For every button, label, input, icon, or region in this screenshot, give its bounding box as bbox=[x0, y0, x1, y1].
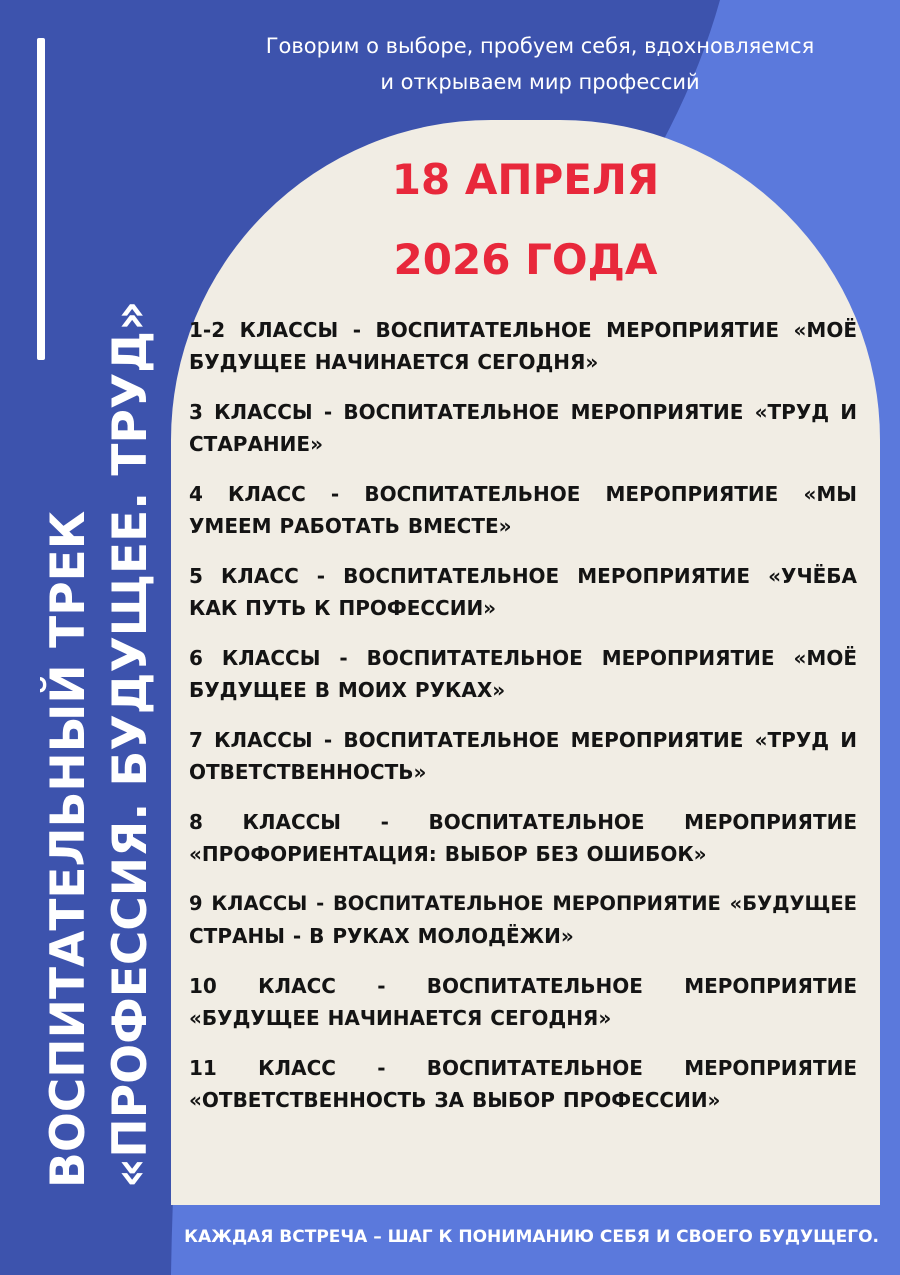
event-line2: «БУДУЩЕЕ НАЧИНАЕТСЯ СЕГОДНЯ» bbox=[189, 1006, 612, 1030]
event-line2: «ПРОФОРИЕНТАЦИЯ: ВЫБОР БЕЗ ОШИБОК» bbox=[189, 842, 707, 866]
event-line1: 4 КЛАСС - ВОСПИТАТЕЛЬНОЕ МЕРОПРИЯТИЕ «МЫ bbox=[189, 482, 857, 506]
event-line1: 8 КЛАССЫ - ВОСПИТАТЕЛЬНОЕ МЕРОПРИЯТИЕ bbox=[189, 810, 857, 834]
event-item bbox=[189, 724, 857, 788]
event-item bbox=[189, 478, 857, 542]
event-line2: СТАРАНИЕ» bbox=[189, 432, 323, 456]
subtitle-line2: и открываем мир профессий bbox=[380, 70, 700, 94]
event-date bbox=[171, 140, 880, 300]
event-line2: СТРАНЫ - В РУКАХ МОЛОДЁЖИ» bbox=[189, 924, 574, 948]
event-item bbox=[189, 314, 857, 378]
footer-slogan: КАЖДАЯ ВСТРЕЧА – ШАГ К ПОНИМАНИЮ СЕБЯ И СВОЕГО БУДУЩЕГО. bbox=[184, 1227, 879, 1247]
subtitle-line1: Говорим о выборе, пробуем себя, вдохновляемся bbox=[265, 34, 815, 58]
event-line1: 11 КЛАСС - ВОСПИТАТЕЛЬНОЕ МЕРОПРИЯТИЕ bbox=[189, 1056, 857, 1080]
event-line2: УМЕЕМ РАБОТАТЬ ВМЕСТЕ» bbox=[189, 514, 512, 538]
vertical-title-line1: ВОСПИТАТЕЛЬНЫЙ ТРЕК bbox=[41, 510, 96, 1188]
event-line1: 5 КЛАСС - ВОСПИТАТЕЛЬНОЕ МЕРОПРИЯТИЕ «УЧЁБА bbox=[189, 564, 857, 588]
event-line2: БУДУЩЕЕ НАЧИНАЕТСЯ СЕГОДНЯ» bbox=[189, 350, 599, 374]
event-line2: «ОТВЕТСТВЕННОСТЬ ЗА ВЫБОР ПРОФЕССИИ» bbox=[189, 1088, 721, 1112]
vertical-title bbox=[38, 188, 162, 1188]
event-line1: 1-2 КЛАССЫ - ВОСПИТАТЕЛЬНОЕ МЕРОПРИЯТИЕ «МОЁ bbox=[189, 318, 857, 342]
event-line2: КАК ПУТЬ К ПРОФЕССИИ» bbox=[189, 596, 497, 620]
event-line1: 6 КЛАССЫ - ВОСПИТАТЕЛЬНОЕ МЕРОПРИЯТИЕ «МОЁ bbox=[189, 646, 857, 670]
date-line2: 2026 ГОДА bbox=[393, 235, 658, 284]
subtitle bbox=[180, 28, 900, 100]
event-item bbox=[189, 888, 857, 952]
event-item bbox=[189, 560, 857, 624]
vertical-title-line2: «ПРОФЕССИЯ. БУДУЩЕЕ. ТРУД» bbox=[103, 300, 158, 1188]
event-line1: 3 КЛАССЫ - ВОСПИТАТЕЛЬНОЕ МЕРОПРИЯТИЕ «ТРУД И bbox=[189, 400, 857, 424]
event-line1: 7 КЛАССЫ - ВОСПИТАТЕЛЬНОЕ МЕРОПРИЯТИЕ «ТРУД И bbox=[189, 728, 857, 752]
event-item bbox=[189, 396, 857, 460]
event-line1: 9 КЛАССЫ - ВОСПИТАТЕЛЬНОЕ МЕРОПРИЯТИЕ «БУДУЩЕЕ bbox=[189, 892, 857, 915]
event-item bbox=[189, 806, 857, 870]
event-line1: 10 КЛАСС - ВОСПИТАТЕЛЬНОЕ МЕРОПРИЯТИЕ bbox=[189, 974, 857, 998]
event-item bbox=[189, 970, 857, 1034]
event-item bbox=[189, 1052, 857, 1116]
event-item bbox=[189, 642, 857, 706]
event-line2: БУДУЩЕЕ В МОИХ РУКАХ» bbox=[189, 678, 506, 702]
date-line1: 18 АПРЕЛЯ bbox=[391, 155, 660, 204]
event-line2: ОТВЕТСТВЕННОСТЬ» bbox=[189, 760, 427, 784]
events-list bbox=[189, 314, 857, 1134]
